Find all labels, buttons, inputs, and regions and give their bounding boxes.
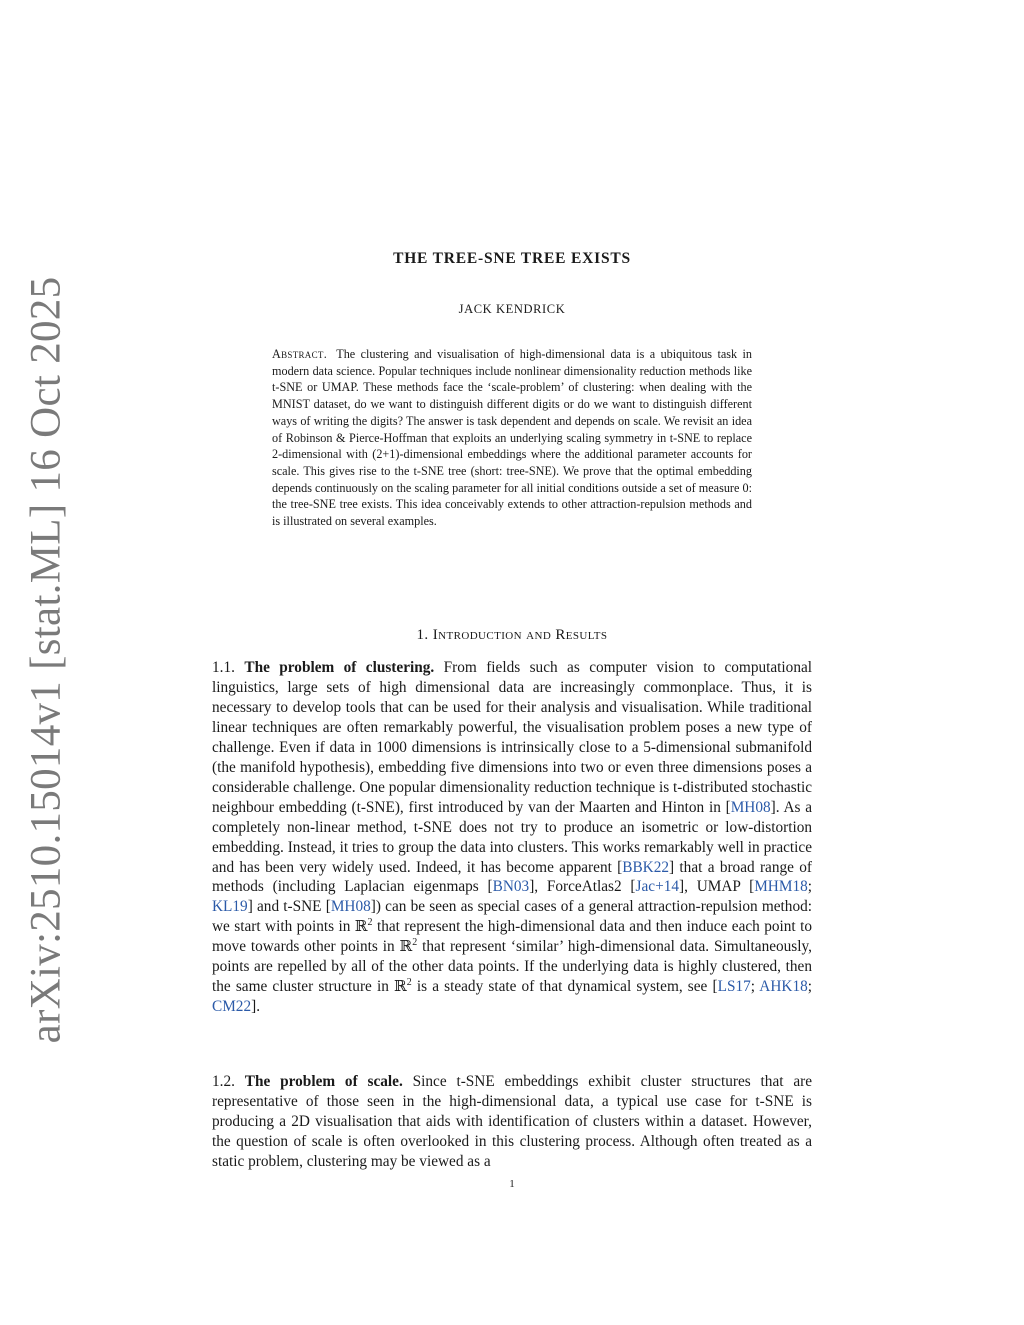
- citation-link[interactable]: AHK18: [759, 978, 808, 996]
- citation-link[interactable]: BBK22: [622, 858, 670, 876]
- subsection-clustering: [212, 658, 812, 1017]
- citation-link[interactable]: LS17: [717, 978, 751, 996]
- body-text: ;: [807, 878, 812, 896]
- superscript: 2: [406, 977, 412, 989]
- body-text: From fields such as computer vision to computational linguistics, large sets of high dimensional data are increasingly commonplace. Thus, it is necessary to develop tools that can be used for their analysis and visualisation. While traditional linear techniques are often remarkably powerful, the visualisation problem poses a new type of challenge. Even if data in 1000 dimensions is intrinsically close to a 5-dimensional submanifold (the manifold hypothesis), embedding five dimensions into two or even three dimensions poses a considerable challenge. One popular dimensionality reduction technique is t-distributed stochastic neighbour embedding (t-SNE), first introduced by van der Maarten and Hinton in [: [212, 659, 813, 816]
- body-text: that represent the high-dimensional data and then induce each point to move towards other points in ℝ: [212, 918, 812, 956]
- body-text: ].: [251, 998, 261, 1016]
- citation-link[interactable]: MH08: [330, 898, 371, 916]
- section-title: Introduction and Results: [432, 627, 608, 643]
- page-number: 1: [509, 1178, 515, 1190]
- citation-link[interactable]: CM22: [212, 998, 252, 1016]
- body-text: ], ForceAtlas2 [: [529, 878, 636, 896]
- citation-link[interactable]: MH08: [730, 798, 771, 816]
- body-text: ;: [750, 978, 760, 996]
- body-text: Since t-SNE embeddings exhibit cluster structures that are representative of those seen in the high-dimensional data, a typical use case for t-SNE is producing a 2D visualisation that aids with identification of clusters within a dataset. However, the question of scale is often overlooked in this clustering process. Although often treated as a static problem, clustering may be viewed as a: [212, 1073, 812, 1170]
- body-text: ] and t-SNE [: [247, 898, 331, 916]
- citation-link[interactable]: Jac+14: [635, 878, 679, 896]
- section-heading: [0, 627, 1024, 644]
- body-text: is a steady state of that dynamical system, see [: [411, 978, 718, 996]
- subsection-heading: The problem of clustering.: [244, 659, 435, 676]
- body-text: ;: [807, 978, 812, 996]
- superscript: 2: [412, 937, 418, 949]
- subsection-number: 1.2.: [212, 1073, 235, 1090]
- subsection-scale: [212, 1072, 812, 1172]
- citation-link[interactable]: MHM18: [754, 878, 808, 896]
- body-text: that represent ‘similar’ high-dimensional data. Simultaneously, points are repelled by all of the other data points. If the underlying data is highly clustered, then the same cluster structure in ℝ: [212, 938, 812, 996]
- paper-author: JACK KENDRICK: [458, 302, 566, 316]
- subsection-number: 1.1.: [212, 659, 235, 676]
- body-text: ] that a broad range of methods (including Laplacian eigenmaps [: [212, 858, 813, 896]
- citation-link[interactable]: KL19: [212, 898, 248, 916]
- section-number: 1.: [416, 627, 429, 643]
- abstract-text: The clustering and visualisation of high-dimensional data is a ubiquitous task in modern data science. Popular techniques include nonlinear dimensionality reduction methods like t-SNE or UMAP. These methods face the ‘scale-problem’ of clustering: when dealing with the MNIST dataset, do we want to distinguish different digits or do we want to distinguish different ways of writing the digits? The answer is task dependent and depends on scale. We revisit an idea of Robinson & Pierce-Hoffman that exploits an underlying scaling symmetry in t-SNE to replace 2-dimensional with (2+1)-dimensional embeddings where the additional parameter accounts for scale. This gives rise to the t-SNE tree (short: tree-SNE). We prove that the optimal embedding depends continuously on the scaling parameter for all initial conditions outside a set of measure 0: the tree-SNE tree exists. This idea conceivably extends to other attraction-repulsion methods and is illustrated on several examples.: [272, 347, 752, 529]
- paper-title: THE TREE-SNE TREE EXISTS: [393, 250, 631, 267]
- subsection-heading: The problem of scale.: [244, 1073, 403, 1090]
- citation-link[interactable]: BN03: [492, 878, 530, 896]
- body-text: ]. As a completely non-linear method, t-SNE does not try to produce an isometric or low-distortion embedding. Instead, it tries to group the data into clusters. This works remarkably well in practice and has been very widely used. Indeed, it has become apparent [: [212, 798, 812, 876]
- abstract: [272, 346, 752, 530]
- body-text: ]) can be seen as special cases of a general attraction-repulsion method: we start with points in ℝ: [212, 898, 812, 936]
- body-text: ], UMAP [: [679, 878, 755, 896]
- arxiv-identifier-stamp: arXiv:2510.15014v1 [stat.ML] 16 Oct 2025: [22, 276, 70, 1044]
- superscript: 2: [367, 917, 373, 929]
- abstract-label: Abstract.: [272, 347, 328, 361]
